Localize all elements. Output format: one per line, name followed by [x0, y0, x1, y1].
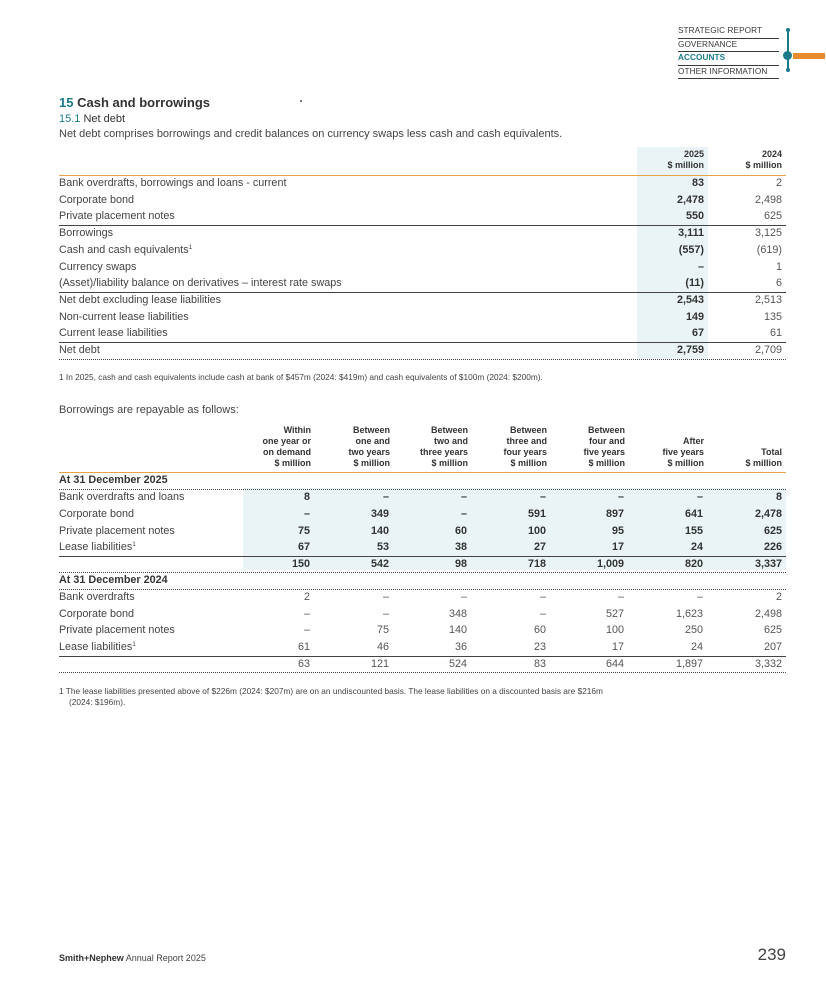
- cell-within-one-year: 67: [297, 541, 310, 553]
- footnote-ref: 1: [132, 541, 136, 548]
- section-number: 15: [59, 95, 74, 110]
- table-row: [59, 589, 786, 606]
- value-2024: 61: [769, 327, 782, 339]
- year-heading-row: [59, 572, 786, 589]
- borrowings-title: Borrowings are repayable as follows:: [59, 404, 239, 416]
- cell-total: 625: [763, 525, 782, 537]
- cell-one-to-two-years: 53: [376, 541, 389, 553]
- header-unit: $ million: [667, 160, 704, 170]
- cell-two-to-three-years: 98: [454, 558, 467, 570]
- row-label: Bank overdrafts: [59, 591, 135, 603]
- cell-one-to-two-years: –: [382, 591, 389, 603]
- cell-one-to-two-years: 46: [376, 641, 389, 653]
- cell-four-to-five-years: 17: [611, 541, 624, 553]
- cell-two-to-three-years: –: [460, 491, 467, 503]
- cell-one-to-two-years: –: [382, 608, 389, 620]
- table-row: [59, 225, 786, 242]
- row-label: Currency swaps: [59, 261, 137, 273]
- subsection-number: 15.1: [59, 113, 81, 125]
- value-2025: (11): [685, 277, 704, 289]
- cell-three-to-four-years: –: [539, 591, 546, 603]
- header-line: five years: [662, 447, 704, 457]
- column-header-one-to-two-years: [348, 425, 390, 469]
- value-2024: 135: [763, 311, 782, 323]
- row-label: (Asset)/liability balance on derivatives – interest rate swaps: [59, 277, 342, 289]
- row-label: Private placement notes: [59, 624, 175, 636]
- year-heading: At 31 December 2024: [59, 574, 168, 586]
- row-label: [59, 641, 136, 653]
- cell-within-one-year: 8: [303, 491, 310, 503]
- cell-total: 226: [763, 541, 782, 553]
- cell-three-to-four-years: 60: [533, 624, 546, 636]
- cell-two-to-three-years: –: [460, 508, 467, 520]
- cell-one-to-two-years: 75: [376, 624, 389, 636]
- value-2024: 625: [763, 210, 782, 222]
- page-number: 239: [757, 945, 786, 964]
- row-label: Corporate bond: [59, 194, 135, 206]
- table-row: [59, 259, 786, 276]
- section-heading: [59, 95, 210, 110]
- cell-one-to-two-years: –: [382, 491, 389, 503]
- row-label: Corporate bond: [59, 608, 135, 620]
- cell-three-to-four-years: 100: [527, 525, 546, 537]
- table-row: [59, 506, 786, 523]
- cell-four-to-five-years: 100: [605, 624, 624, 636]
- row-label: Corporate bond: [59, 508, 135, 520]
- column-header-within-one-year: [262, 425, 311, 469]
- cell-one-to-two-years: 349: [370, 508, 389, 520]
- cell-four-to-five-years: –: [617, 591, 624, 603]
- nav-accounts[interactable]: ACCOUNTS: [678, 52, 779, 66]
- value-2024: 2,498: [754, 194, 782, 206]
- row-label: Bank overdrafts and loans: [59, 491, 185, 503]
- table-row: [59, 523, 786, 540]
- column-header-two-to-three-years: [420, 425, 468, 469]
- header-line: Between: [352, 425, 390, 435]
- cell-total: 3,332: [754, 658, 782, 670]
- table-row: [59, 242, 786, 259]
- column-header-four-to-five-years: [583, 425, 625, 469]
- cell-two-to-three-years: 60: [454, 525, 467, 537]
- nav-dot-bottom: [786, 68, 790, 72]
- table-row: [59, 192, 786, 209]
- row-label: [59, 244, 192, 256]
- cell-three-to-four-years: –: [539, 608, 546, 620]
- brand-name: Smith+Nephew: [59, 953, 124, 963]
- header-line: Between: [587, 425, 625, 435]
- cell-within-one-year: –: [303, 508, 310, 520]
- nav-strategic-report[interactable]: STRATEGIC REPORT: [678, 25, 779, 39]
- cell-two-to-three-years: 348: [448, 608, 467, 620]
- section-title: Cash and borrowings: [77, 95, 210, 110]
- cell-three-to-four-years: 83: [533, 658, 546, 670]
- cell-two-to-three-years: 524: [448, 658, 467, 670]
- value-2024: 2,709: [754, 344, 782, 356]
- cell-after-five-years: 24: [690, 641, 703, 653]
- header-line: four years: [503, 447, 547, 457]
- cell-three-to-four-years: –: [539, 491, 546, 503]
- row-label: Net debt: [59, 344, 100, 356]
- value-2025: 3,111: [678, 227, 704, 239]
- header-line: Between: [430, 425, 468, 435]
- column-header-2025: [667, 149, 704, 171]
- table-row-total: [59, 342, 786, 359]
- table-row: [59, 622, 786, 639]
- table-row: [59, 489, 786, 506]
- value-2024: 2,513: [754, 294, 782, 306]
- value-2025: (557): [678, 244, 704, 256]
- cell-two-to-three-years: 36: [454, 641, 467, 653]
- value-2024: 6: [775, 277, 782, 289]
- value-2024: 1: [775, 261, 782, 273]
- cell-three-to-four-years: 718: [527, 558, 546, 570]
- cell-within-one-year: 150: [291, 558, 310, 570]
- table-row: [59, 606, 786, 623]
- row-label-text: Cash and cash equivalents: [59, 244, 189, 256]
- subsection-heading: [59, 113, 125, 125]
- cell-after-five-years: 24: [690, 541, 703, 553]
- table-row: [59, 292, 786, 309]
- cell-after-five-years: 250: [684, 624, 703, 636]
- cell-after-five-years: 641: [684, 508, 703, 520]
- column-header-2024: [745, 149, 782, 171]
- header-line: $ million: [353, 458, 390, 468]
- header-line: three years: [419, 447, 468, 457]
- footnote-line: (2024: $196m).: [69, 697, 126, 707]
- column-header-total: [745, 447, 782, 469]
- value-2025: –: [697, 261, 704, 273]
- header-line: After: [682, 436, 704, 446]
- header-line: two years: [348, 447, 390, 457]
- table-end-rule: [59, 672, 786, 673]
- value-2024: 3,125: [754, 227, 782, 239]
- cell-after-five-years: 1,897: [675, 658, 703, 670]
- value-2024: 2: [775, 177, 782, 189]
- header-line: $ million: [745, 458, 782, 468]
- header-line: $ million: [431, 458, 468, 468]
- cell-after-five-years: –: [696, 591, 703, 603]
- year-heading-row: [59, 472, 786, 489]
- row-label-text: Lease liabilities: [59, 641, 133, 653]
- value-2025: 67: [691, 327, 704, 339]
- cell-four-to-five-years: 1,009: [596, 558, 624, 570]
- value-2025: 2,759: [676, 344, 704, 356]
- row-label: Bank overdrafts, borrowings and loans - current: [59, 177, 287, 189]
- borrowings-footnote: [59, 686, 603, 708]
- header-year: 2025: [683, 149, 704, 159]
- section-navigation: [678, 25, 808, 79]
- header-line: $ million: [274, 458, 311, 468]
- row-label: Borrowings: [59, 227, 114, 239]
- table-row: [59, 309, 786, 326]
- row-label: Non-current lease liabilities: [59, 311, 189, 323]
- cell-within-one-year: 61: [297, 641, 310, 653]
- value-2025: 2,478: [676, 194, 704, 206]
- cell-total: 8: [775, 491, 782, 503]
- value-2025: 2,543: [676, 294, 704, 306]
- column-header-after-five-years: [662, 436, 704, 469]
- stray-mark: [300, 100, 302, 102]
- value-2025: 83: [691, 177, 704, 189]
- intro-text: Net debt comprises borrowings and credit balances on currency swaps less cash and cash equivalents.: [59, 128, 563, 140]
- table-row: [59, 175, 786, 192]
- header-line: $ million: [588, 458, 625, 468]
- header-line: $ million: [667, 458, 704, 468]
- row-label: Private placement notes: [59, 525, 175, 537]
- nav-governance[interactable]: GOVERNANCE: [678, 39, 779, 53]
- cell-within-one-year: –: [303, 624, 310, 636]
- cell-one-to-two-years: 140: [370, 525, 389, 537]
- nav-active-marker: [783, 51, 792, 60]
- cell-after-five-years: 1,623: [675, 608, 703, 620]
- row-label: Net debt excluding lease liabilities: [59, 294, 222, 306]
- header-line: four and: [589, 436, 625, 446]
- cell-total: 207: [763, 641, 782, 653]
- row-label-text: Lease liabilities: [59, 541, 133, 553]
- cell-three-to-four-years: 27: [533, 541, 546, 553]
- cell-four-to-five-years: 644: [605, 658, 624, 670]
- row-label: [59, 541, 136, 553]
- header-line: Total: [761, 447, 782, 457]
- nav-timeline-line: [787, 30, 789, 70]
- footnote-ref: 1: [132, 641, 136, 648]
- cell-within-one-year: –: [303, 608, 310, 620]
- cell-within-one-year: 2: [303, 591, 310, 603]
- header-line: two and: [434, 436, 468, 446]
- header-line: Within: [283, 425, 311, 435]
- header-unit: $ million: [745, 160, 782, 170]
- table-row: [59, 275, 786, 292]
- value-2024: (619): [756, 244, 782, 256]
- cell-within-one-year: 63: [297, 658, 310, 670]
- header-year: 2024: [761, 149, 782, 159]
- cell-total: 3,337: [754, 558, 782, 570]
- cell-two-to-three-years: 38: [454, 541, 467, 553]
- footer-report-name: [59, 953, 206, 963]
- subsection-title: Net debt: [83, 113, 126, 125]
- header-line: Between: [509, 425, 547, 435]
- cell-two-to-three-years: 140: [448, 624, 467, 636]
- table-row: [59, 208, 786, 225]
- cell-four-to-five-years: 527: [605, 608, 624, 620]
- cell-after-five-years: –: [696, 491, 703, 503]
- cell-four-to-five-years: –: [617, 491, 624, 503]
- row-label: Private placement notes: [59, 210, 175, 222]
- year-heading: At 31 December 2025: [59, 474, 168, 486]
- cell-after-five-years: 820: [684, 558, 703, 570]
- cell-one-to-two-years: 542: [370, 558, 389, 570]
- nav-dot-top: [786, 28, 790, 32]
- cell-total: 2: [775, 591, 782, 603]
- cell-total: 2,478: [754, 508, 782, 520]
- cell-three-to-four-years: 591: [527, 508, 546, 520]
- table-row-total: [59, 556, 786, 573]
- header-line: three and: [506, 436, 547, 446]
- cell-two-to-three-years: –: [460, 591, 467, 603]
- header-line: $ million: [510, 458, 547, 468]
- value-2025: 550: [685, 210, 704, 222]
- column-header-three-to-four-years: [503, 425, 547, 469]
- header-line: one and: [355, 436, 390, 446]
- cell-within-one-year: 75: [297, 525, 310, 537]
- table-row: [59, 325, 786, 342]
- cell-four-to-five-years: 897: [605, 508, 624, 520]
- nav-active-bar: [793, 53, 825, 59]
- header-line: on demand: [262, 447, 311, 457]
- table-end-rule: [59, 359, 786, 360]
- report-title: Annual Report 2025: [123, 953, 206, 963]
- header-line: five years: [583, 447, 625, 457]
- cell-four-to-five-years: 17: [611, 641, 624, 653]
- value-2025: 149: [685, 311, 704, 323]
- cell-three-to-four-years: 23: [533, 641, 546, 653]
- net-debt-footnote: 1 In 2025, cash and cash equivalents include cash at bank of $457m (2024: $419m) and cash equivalents of $100m (2024: $200m).: [59, 372, 543, 382]
- table-row: [59, 539, 786, 556]
- row-label: Current lease liabilities: [59, 327, 168, 339]
- header-line: one year or: [262, 436, 311, 446]
- nav-other-information[interactable]: OTHER INFORMATION: [678, 66, 779, 80]
- table-row: [59, 639, 786, 656]
- cell-total: 625: [763, 624, 782, 636]
- footnote-ref: 1: [188, 244, 193, 251]
- footnote-line: 1 The lease liabilities presented above of $226m (2024: $207m) are on an undiscounted basis. The lease liabilities on a discounted basis are $216m: [59, 686, 603, 696]
- table-row-total: [59, 656, 786, 673]
- cell-after-five-years: 155: [684, 525, 703, 537]
- cell-total: 2,498: [754, 608, 782, 620]
- cell-one-to-two-years: 121: [370, 658, 389, 670]
- cell-four-to-five-years: 95: [611, 525, 624, 537]
